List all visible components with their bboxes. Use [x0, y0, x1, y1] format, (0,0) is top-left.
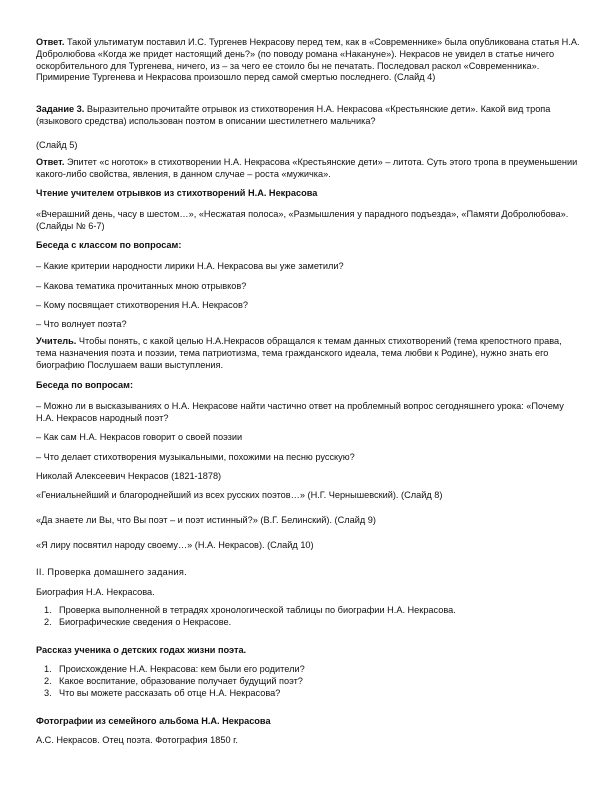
homework-list: [36, 605, 576, 629]
quote-belinsky: «Да знаете ли Вы, что Вы поэт – и поэт истинный?» (В.Г. Белинский). (Слайд 9): [36, 515, 376, 525]
task-text: Выразительно прочитайте отрывок из стихотворения Н.А. Некрасова «Крестьянские дети». Какой вид тропа (языкового средства) использован поэтом в описании шестилетнего мальчика?: [36, 104, 551, 126]
answer-text: Такой ультиматум поставил И.С. Тургенев Некрасову перед тем, как в «Современнике» была опубликована статья Н.А. Добролюбова «Когда же придет настоящий день?» (по поводу романа «Накануне»). Некрасов не увидел в статье ничего оскорбительного для Тургенева, ничего, из – за чего ее стоило бы не печатать. Последовал раскол «Современника». Примирение Тургенева и Некрасова произошло перед самой смертью последнего. (Слайд 4): [36, 37, 580, 83]
list-item-number: 1.: [44, 664, 52, 674]
list-item-text: Какое воспитание, образование получает будущий поэт?: [59, 675, 303, 686]
section-heading-discussion: Беседа с классом по вопросам:: [36, 240, 182, 250]
question-4: – Что волнует поэта?: [36, 319, 127, 329]
list-item-number: 2.: [44, 616, 52, 627]
list-item-number: 2.: [44, 675, 52, 686]
list-item-text: Происхождение Н.А. Некрасова: кем были его родители?: [59, 664, 305, 674]
section-heading-homework: II. Проверка домашнего задания.: [36, 567, 188, 577]
question-1: – Какие критерии народности лирики Н.А. Некрасова вы уже заметили?: [36, 261, 344, 271]
list-item-text: Что вы можете рассказать об отце Н.А. Некрасова?: [59, 687, 281, 698]
list-item-text: Проверка выполненной в тетрадях хронологической таблицы по биографии Н.А. Некрасова.: [59, 605, 456, 615]
section-heading-questions: Беседа по вопросам:: [36, 380, 133, 390]
quote-chernyshevsky: «Гениальнейший и благороднейший из всех русских поэтов…» (Н.Г. Чернышевский). (Слайд 8): [36, 490, 443, 500]
question-3: – Кому посвящает стихотворения Н.А. Некрасов?: [36, 300, 248, 310]
childhood-questions-list: [36, 664, 576, 699]
teacher-text: Чтобы понять, с какой целью Н.А.Некрасов обращался к темам данных стихотворений (тема крепостного права, тема назначения поэта и поэзии, тема патриотизма, тема гражданского идеала, тема любви к Родине), нужно знать его биографию Послушаем ваши выступления.: [36, 336, 562, 370]
answer-text: Эпитет «с ноготок» в стихотворении Н.А. Некрасова «Крестьянские дети» – литота. Суть этого тропа в преуменьшении какого-либо свойства, явления, в данном случае – роста «мужичка».: [36, 157, 578, 179]
quote-nekrasov: «Я лиру посвятил народу своему…» (Н.А. Некрасов). (Слайд 10): [36, 540, 314, 550]
biography-label: Биография Н.А. Некрасова.: [36, 587, 155, 597]
answer-paragraph-2: [36, 157, 584, 181]
question-7: – Что делает стихотворения музыкальными, похожими на песню русскую?: [36, 452, 355, 462]
photo-caption: А.С. Некрасов. Отец поэта. Фотография 1850 г.: [36, 735, 238, 745]
list-item-number: 3.: [44, 687, 52, 698]
answer-label: Ответ.: [36, 157, 65, 167]
teacher-paragraph: [36, 336, 584, 371]
slide-ref: (Слайд 5): [36, 140, 78, 150]
teacher-label: Учитель.: [36, 336, 77, 346]
section-heading-family-album: Фотографии из семейного альбома Н.А. Некрасова: [36, 716, 271, 726]
task-label: Задание 3.: [36, 104, 85, 114]
section-heading-reading: Чтение учителем отрывков из стихотворений Н.А. Некрасова: [36, 188, 318, 198]
list-item-text: Биографические сведения о Некрасове.: [59, 616, 232, 627]
list-item: [36, 688, 576, 700]
list-item: [36, 605, 576, 617]
poems-list-paragraph: «Вчерашний день, часу в шестом…», «Несжатая полоса», «Размышления у парадного подъезда», «Памяти Добролюбова». (Слайды № 6-7): [36, 209, 569, 231]
question-5: – Можно ли в высказываниях о Н.А. Некрасове найти частично ответ на проблемный вопрос сегодняшнего урока: «Почему Н.А. Некрасов народный поэт?: [36, 401, 564, 423]
list-item: [36, 664, 576, 676]
list-item: [36, 617, 576, 629]
question-2: – Какова тематика прочитанных мною отрывков?: [36, 281, 247, 291]
answer-label: Ответ.: [36, 37, 65, 47]
question-6: – Как сам Н.А. Некрасов говорит о своей поэзии: [36, 432, 243, 442]
poet-name-dates: Николай Алексеевич Некрасов (1821-1878): [36, 471, 222, 481]
list-item-number: 1.: [44, 605, 52, 615]
section-heading-student-story: Рассказ ученика о детских годах жизни поэта.: [36, 645, 247, 655]
answer-paragraph-1: [36, 37, 584, 84]
task-3-paragraph: [36, 104, 584, 128]
list-item: [36, 676, 576, 688]
